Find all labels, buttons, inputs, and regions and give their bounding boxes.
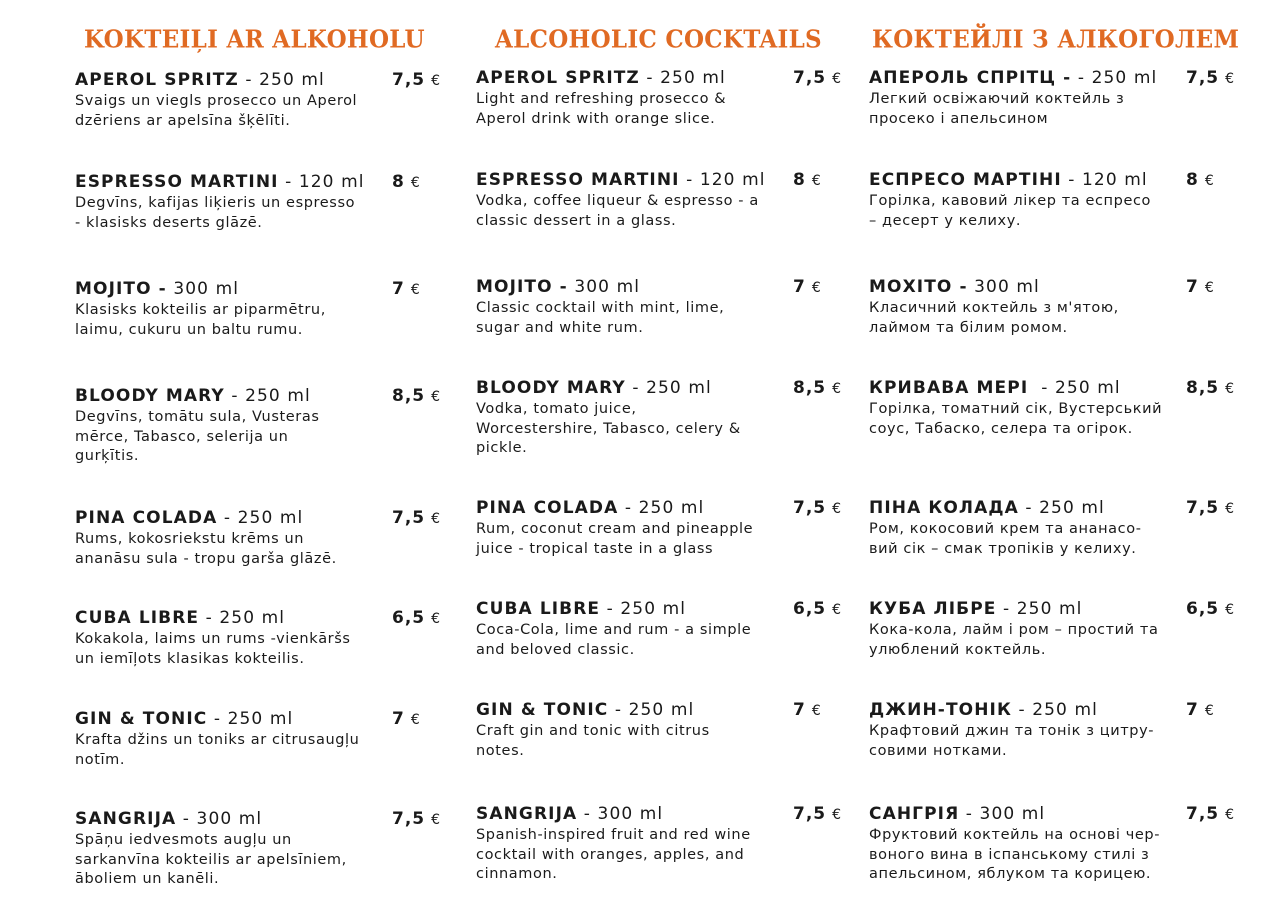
column-heading: KOKTEIĻI AR ALKOHOLU <box>84 25 425 54</box>
price-value: 6,5 <box>793 599 827 619</box>
menu-item-title <box>476 599 768 620</box>
menu-item-price <box>1186 599 1235 621</box>
menu-item <box>75 608 370 669</box>
price-value: 7,5 <box>1186 498 1220 518</box>
menu-item-name: САНГРІЯ <box>869 804 960 824</box>
euro-symbol: € <box>410 712 421 728</box>
menu-item-title <box>75 608 370 629</box>
euro-symbol: € <box>832 602 843 618</box>
menu-item-title <box>869 378 1165 399</box>
menu-item-description: Ром, кокосовий крем та ананасо-вий сік – смак тропіків у келиху. <box>869 521 1142 557</box>
menu-item-name: GIN & TONIC <box>476 700 609 720</box>
menu-item-name: BLOODY MARY <box>476 378 626 398</box>
menu-item-price <box>392 508 441 530</box>
menu-item-volume: - 300 ml <box>959 804 1046 824</box>
menu-item-description: Coca-Cola, lime and rum - a simple and beloved classic. <box>476 622 752 658</box>
menu-item-description: Класичний коктейль з м'ятою, лаймом та білим ромом. <box>869 300 1119 336</box>
menu-item-description: Легкий освіжаючий коктейль з просеко і апельсином <box>869 91 1125 127</box>
euro-symbol: € <box>811 703 822 719</box>
menu-item-name: APEROL SPRITZ <box>75 70 239 90</box>
menu-item-title <box>869 170 1161 191</box>
price-value: 8 <box>392 172 405 192</box>
menu-item-description: Classic cocktail with mint, lime, sugar and white rum. <box>476 300 725 336</box>
menu-item-title <box>75 386 331 407</box>
menu-item-volume: - 250 ml <box>996 599 1083 619</box>
menu-item <box>476 277 766 338</box>
menu-item-volume: - 250 ml <box>1018 498 1105 518</box>
menu-item-title <box>476 277 766 298</box>
price-value: 8,5 <box>392 386 426 406</box>
menu-item-name: APEROL SPRITZ <box>476 68 640 88</box>
price-value: 7,5 <box>392 809 426 829</box>
menu-item-name: BLOODY MARY <box>75 386 225 406</box>
menu-item-name: SANGRIJA <box>75 809 177 829</box>
menu-item-title <box>75 70 367 91</box>
menu-item-description: Light and refreshing prosecco & Aperol drink with orange slice. <box>476 91 727 127</box>
menu-item-volume: 300 ml <box>166 279 240 299</box>
menu-item <box>75 172 365 233</box>
menu-item <box>75 386 331 467</box>
menu-item-name: PINA COLADA <box>476 498 619 518</box>
menu-item-title <box>869 700 1159 721</box>
menu-item-title <box>476 68 762 89</box>
menu-item-description: Крафтовий джин та тонік з цитру-совими нотками. <box>869 723 1155 759</box>
menu-column-ukrainian <box>840 0 1280 904</box>
menu-item-price <box>793 68 842 90</box>
menu-item-price <box>392 386 441 408</box>
menu-item-description: Spanish-inspired fruit and red wine cocktail with oranges, apples, and cinnamon. <box>476 827 751 883</box>
euro-symbol: € <box>832 381 843 397</box>
euro-symbol: € <box>410 282 421 298</box>
column-heading: КОКТЕЙЛІ З АЛКОГОЛЕМ <box>872 25 1240 54</box>
menu-item-description: Degvīns, tomātu sula, Vusteras mērce, Tabasco, selerija un gurķītis. <box>75 409 320 465</box>
menu-item-volume: - 250 ml <box>639 68 726 88</box>
price-value: 7,5 <box>793 498 827 518</box>
euro-symbol: € <box>431 611 442 627</box>
menu-item-name: CUBA LIBRE <box>476 599 601 619</box>
menu-item-description: Degvīns, kafijas liķieris un espresso - klasisks deserts glāzē. <box>75 195 356 231</box>
menu-item-volume: - 300 ml <box>577 804 664 824</box>
menu-item-title <box>75 279 367 300</box>
menu-item-price <box>1186 378 1235 400</box>
menu-item-price <box>1186 68 1235 90</box>
menu-item-volume: - 250 ml <box>217 508 304 528</box>
menu-item-volume: - 250 ml <box>625 378 712 398</box>
menu-item-price <box>392 608 441 630</box>
menu-item-description: Craft gin and tonic with citrus notes. <box>476 723 710 759</box>
menu-item <box>476 599 768 660</box>
menu-item <box>869 68 1159 129</box>
menu-item <box>869 804 1165 885</box>
menu-column-english <box>440 0 843 904</box>
euro-symbol: € <box>1225 71 1236 87</box>
menu-item-volume: - 250 ml <box>224 386 311 406</box>
menu-item-volume: - 250 ml <box>618 498 705 518</box>
menu-item-description: Svaigs un viegls prosecco un Aperol dzēriens ar apelsīna šķēlīti. <box>75 93 358 129</box>
menu-item-title <box>869 599 1159 620</box>
price-value: 8,5 <box>1186 378 1220 398</box>
euro-symbol: € <box>811 173 822 189</box>
menu-item-price <box>793 170 822 192</box>
menu-item <box>869 700 1159 761</box>
menu-item-volume: - 250 ml <box>207 709 294 729</box>
price-value: 7,5 <box>1186 804 1220 824</box>
menu-item-name: ДЖИН-ТОНІК <box>869 700 1012 720</box>
menu-item-price <box>392 70 441 92</box>
menu-item-name: МОХІТО - <box>869 277 968 297</box>
euro-symbol: € <box>1225 602 1236 618</box>
price-value: 6,5 <box>392 608 426 628</box>
menu-item-volume: - 250 ml <box>238 70 325 90</box>
euro-symbol: € <box>832 807 843 823</box>
menu-item-description: Vodka, tomato juice, Worcestershire, Tabasco, celery & pickle. <box>476 401 741 457</box>
price-value: 7 <box>793 277 806 297</box>
menu-item-volume: - 120 ml <box>278 172 365 192</box>
menu-item-description: Spāņu iedvesmots augļu un sarkanvīna kokteilis ar apelsīniem, āboliem un kanēli. <box>75 832 347 888</box>
menu-item <box>476 68 762 129</box>
euro-symbol: € <box>832 501 843 517</box>
menu-item <box>869 277 1159 338</box>
menu-item-name: ESPRESSO MARTINI <box>75 172 279 192</box>
euro-symbol: € <box>1204 173 1215 189</box>
menu-item-description: Фруктовий коктейль на основі чер-воного вина в іспанському стилі з апельсином, яблуком та корицею. <box>869 827 1161 883</box>
menu-item-volume: - 120 ml <box>679 170 766 190</box>
menu-item-price <box>793 700 822 722</box>
menu-item-name: КУБА ЛІБРЕ <box>869 599 997 619</box>
price-value: 8 <box>1186 170 1199 190</box>
menu-item-price <box>793 599 842 621</box>
menu-item-price <box>793 498 842 520</box>
menu-item-name: ПІНА КОЛАДА <box>869 498 1019 518</box>
menu-item <box>869 378 1165 439</box>
menu-item-title <box>476 170 766 191</box>
menu-item-description: Кока-кола, лайм і ром – простий та улюблений коктейль. <box>869 622 1159 658</box>
menu-item <box>869 498 1159 559</box>
menu-item <box>476 170 766 231</box>
euro-symbol: € <box>832 71 843 87</box>
menu-item-name: GIN & TONIC <box>75 709 208 729</box>
menu-item-price <box>1186 700 1215 722</box>
euro-symbol: € <box>431 389 442 405</box>
menu-item-price <box>793 277 822 299</box>
menu-item-name: ESPRESSO MARTINI <box>476 170 680 190</box>
euro-symbol: € <box>1204 280 1215 296</box>
menu-item <box>75 809 365 890</box>
menu-item-title <box>869 498 1159 519</box>
menu-item-price <box>1186 804 1235 826</box>
price-value: 7,5 <box>392 70 426 90</box>
menu-item <box>476 804 776 885</box>
menu-item-price <box>793 804 842 826</box>
menu-item-price <box>392 172 421 194</box>
menu-item <box>476 700 726 761</box>
menu-item-description: Rum, coconut cream and pineapple juice - tropical taste in a glass <box>476 521 754 557</box>
menu-item-price <box>793 378 842 400</box>
menu-item-title <box>476 498 774 519</box>
euro-symbol: € <box>811 280 822 296</box>
menu-item-title <box>476 378 762 399</box>
menu-item-price <box>1186 170 1215 192</box>
menu-item <box>75 70 367 131</box>
price-value: 7 <box>1186 277 1199 297</box>
menu-item-title <box>75 709 365 730</box>
menu-item-volume: - 250 ml <box>1028 378 1121 398</box>
menu-item-title <box>869 68 1159 89</box>
menu-item-name: КРИВАВА МЕРІ <box>869 378 1029 398</box>
menu-item-description: Krafta džins un toniks ar citrusaugļu notīm. <box>75 732 360 768</box>
menu-item-price <box>392 809 441 831</box>
menu-item-volume: 300 ml <box>567 277 641 297</box>
menu-item-volume: - 250 ml <box>199 608 286 628</box>
euro-symbol: € <box>1225 501 1236 517</box>
menu-item-volume: 300 ml <box>967 277 1040 297</box>
menu-item-title <box>75 172 365 193</box>
euro-symbol: € <box>1204 703 1215 719</box>
menu-item-title <box>476 804 776 825</box>
menu-item <box>75 279 367 340</box>
menu-item-description: Kokakola, laims un rums -vienkāršs un iemīļots klasikas kokteilis. <box>75 631 351 667</box>
menu-item <box>75 709 365 770</box>
menu-item-name: ЕСПРЕСО МАРТІНІ <box>869 170 1062 190</box>
euro-symbol: € <box>431 511 442 527</box>
price-value: 7 <box>392 709 405 729</box>
menu-item-name: CUBA LIBRE <box>75 608 200 628</box>
price-value: 7,5 <box>1186 68 1220 88</box>
price-value: 7,5 <box>793 804 827 824</box>
menu-item-description: Горілка, томатний сік, Вустерський соус, Табаско, селера та огірок. <box>869 401 1163 437</box>
menu-item-name: PINA COLADA <box>75 508 218 528</box>
euro-symbol: € <box>1225 381 1236 397</box>
price-value: 6,5 <box>1186 599 1220 619</box>
price-value: 8,5 <box>793 378 827 398</box>
menu-item-title <box>75 508 355 529</box>
menu-column-latvian <box>0 0 440 904</box>
column-heading: ALCOHOLIC COCKTAILS <box>495 25 822 54</box>
menu-item-volume: - 250 ml <box>608 700 695 720</box>
menu-item-name: MOJITO - <box>476 277 568 297</box>
menu-item-price <box>392 279 421 301</box>
menu-item-description: Горілка, кавовий лікер та еспресо – десерт у келиху. <box>869 193 1152 229</box>
price-value: 8 <box>793 170 806 190</box>
menu-item-price <box>392 709 421 731</box>
euro-symbol: € <box>431 812 442 828</box>
price-value: 7,5 <box>392 508 426 528</box>
euro-symbol: € <box>1225 807 1236 823</box>
menu-item-name: АПЕРОЛЬ СПРІТЦ - <box>869 68 1072 88</box>
menu-item-title <box>476 700 726 721</box>
price-value: 7,5 <box>793 68 827 88</box>
menu-item-name: SANGRIJA <box>476 804 578 824</box>
euro-symbol: € <box>431 73 442 89</box>
menu-item-volume: - 120 ml <box>1061 170 1148 190</box>
price-value: 7 <box>793 700 806 720</box>
menu-item-description: Vodka, coffee liqueur & espresso - a classic dessert in a glass. <box>476 193 759 229</box>
menu-item <box>476 378 762 459</box>
menu-item-title <box>75 809 365 830</box>
menu-item-volume: - 250 ml <box>1071 68 1158 88</box>
menu-item-price <box>1186 277 1215 299</box>
menu-item-title <box>869 804 1165 825</box>
menu-item-description: Rums, kokosriekstu krēms un ananāsu sula - tropu garša glāzē. <box>75 531 337 567</box>
menu-item-title <box>869 277 1159 298</box>
menu-item-name: MOJITO - <box>75 279 167 299</box>
menu-item <box>869 170 1161 231</box>
menu-item <box>75 508 355 569</box>
menu-item-price <box>1186 498 1235 520</box>
menu-item-volume: - 250 ml <box>1011 700 1098 720</box>
menu-item <box>869 599 1159 660</box>
menu-item <box>476 498 774 559</box>
menu-item-volume: - 250 ml <box>600 599 687 619</box>
price-value: 7 <box>1186 700 1199 720</box>
price-value: 7 <box>392 279 405 299</box>
euro-symbol: € <box>410 175 421 191</box>
menu-item-volume: - 300 ml <box>176 809 263 829</box>
menu-item-description: Klasisks kokteilis ar piparmētru, laimu, cukuru un baltu rumu. <box>75 302 326 338</box>
